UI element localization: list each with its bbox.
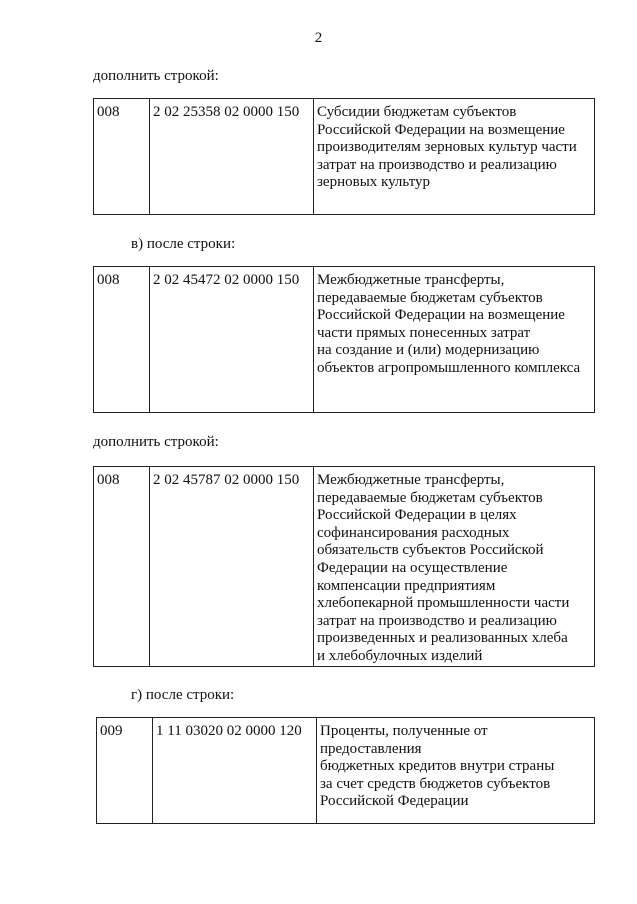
admin-code-cell: 008	[94, 467, 150, 667]
admin-code-cell: 008	[94, 267, 150, 413]
budget-code-table	[93, 466, 595, 667]
budget-code-cell: 2 02 45472 02 0000 150	[150, 267, 314, 413]
budget-code-table	[93, 266, 595, 413]
budget-code-table	[96, 717, 595, 824]
description-cell: Межбюджетные трансферты, передаваемые бюджетам субъектов Российской Федерации в целях софинансирования расходных обязательств субъектов Российской Федерации на осуществление компенсации предприятиям хлебопекарной промышленности части затрат на производство и реализацию произведенных и реализованных хлеба и хлебобулочных изделий	[314, 467, 595, 667]
budget-code-cell: 1 11 03020 02 0000 120	[153, 718, 317, 824]
table-row	[94, 267, 595, 413]
section-intro: в) после строки:	[131, 236, 236, 252]
table-row	[97, 718, 595, 824]
admin-code-cell: 009	[97, 718, 153, 824]
budget-code-cell: 2 02 45787 02 0000 150	[150, 467, 314, 667]
description-cell: Межбюджетные трансферты, передаваемые бюджетам субъектов Российской Федерации на возмещение части прямых понесенных затрат на создание и (или) модернизацию объектов агропромышленного комплекса	[314, 267, 595, 413]
section-intro: г) после строки:	[131, 687, 235, 703]
section-intro: дополнить строкой:	[93, 434, 219, 450]
table-row	[94, 99, 595, 215]
table-row	[94, 467, 595, 667]
description-cell: Проценты, полученные от предоставления бюджетных кредитов внутри страны за счет средств бюджетов субъектов Российской Федерации	[317, 718, 595, 824]
page-number: 2	[314, 30, 323, 46]
admin-code-cell: 008	[94, 99, 150, 215]
budget-code-table	[93, 98, 595, 215]
description-cell: Субсидии бюджетам субъектов Российской Федерации на возмещение производителям зерновых культур части затрат на производство и реализацию зерновых культур	[314, 99, 595, 215]
section-intro: дополнить строкой:	[93, 68, 219, 84]
budget-code-cell: 2 02 25358 02 0000 150	[150, 99, 314, 215]
